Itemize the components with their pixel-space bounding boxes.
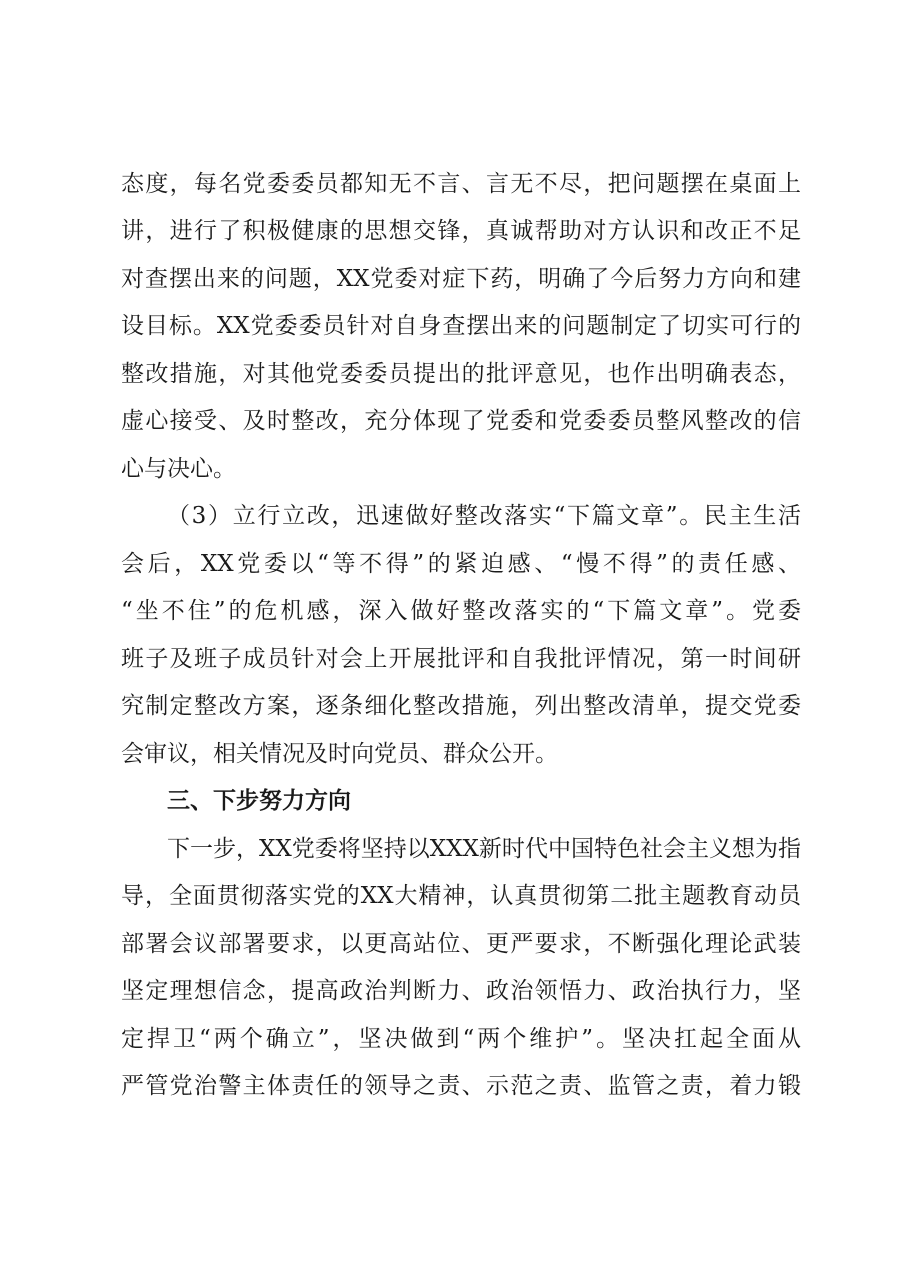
- paragraph-line: 定捍卫“两个确立”，坚决做到“两个维护”。坚决扛起全面从: [121, 1026, 801, 1052]
- paragraph-line: “坐不住”的危机感，深入做好整改落实的“下篇文章”。党委: [121, 598, 801, 624]
- paragraph-line: 整改措施，对其他党委委员提出的批评意见，也作出明确表态，: [121, 361, 801, 387]
- paragraph-line: 究制定整改方案，逐条细化整改措施，列出整改清单，提交党委: [121, 693, 801, 719]
- paragraph-line: 下一步，XX党委将坚持以XXX新时代中国特色社会主义想为指: [167, 836, 801, 862]
- paragraph-line: 态度，每名党委委员都知无不言、言无不尽，把问题摆在桌面上: [121, 171, 801, 197]
- paragraph-line: 心与决心。: [121, 456, 236, 482]
- paragraph-line: 会审议，相关情况及时向党员、群众公开。: [121, 741, 558, 767]
- paragraph-line: 讲，进行了积极健康的思想交锋，真诚帮助对方认识和改正不足: [121, 218, 801, 244]
- paragraph-line: 对查摆出来的问题，XX党委对症下药，明确了今后努力方向和建: [121, 266, 801, 292]
- section-heading: 三、下步努力方向: [167, 788, 351, 814]
- paragraph-line: （3）立行立改，迅速做好整改落实“下篇文章”。民主生活: [167, 503, 801, 529]
- paragraph-line: 部署会议部署要求，以更高站位、更严要求，不断强化理论武装: [121, 931, 801, 957]
- paragraph-line: 班子及班子成员针对会上开展批评和自我批评情况，第一时间研: [121, 646, 801, 672]
- paragraph-line: 设目标。XX党委委员针对自身查摆出来的问题制定了切实可行的: [121, 313, 801, 339]
- paragraph-line: 坚定理想信念，提高政治判断力、政治领悟力、政治执行力，坚: [121, 978, 801, 1004]
- paragraph-line: 虚心接受、及时整改，充分体现了党委和党委委员整风整改的信: [121, 408, 801, 434]
- paragraph-line: 严管党治警主体责任的领导之责、示范之责、监管之责，着力锻: [121, 1073, 801, 1099]
- paragraph-line: 导，全面贯彻落实党的XX大精神，认真贯彻第二批主题教育动员: [121, 883, 801, 909]
- paragraph-line: 会后，XX党委以“等不得”的紧迫感、“慢不得”的责任感、: [121, 551, 802, 577]
